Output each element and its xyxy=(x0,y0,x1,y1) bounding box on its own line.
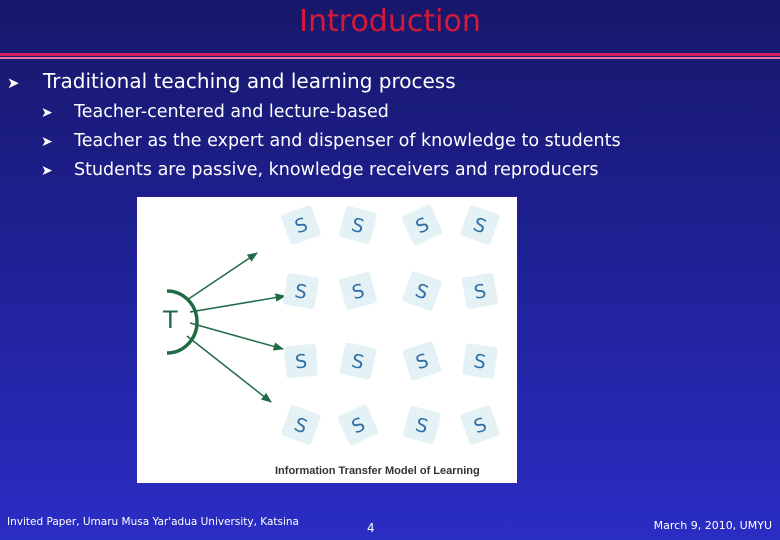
transfer-arrow xyxy=(190,323,283,349)
student-tile xyxy=(459,204,500,245)
footer-source: Invited Paper, Umaru Musa Yar'adua University, Katsina xyxy=(7,516,299,528)
arrow-bullet-icon: ➤ xyxy=(7,74,20,92)
figure-caption: Information Transfer Model of Learning xyxy=(275,465,480,477)
main-bullet xyxy=(7,67,767,95)
title-divider xyxy=(0,53,780,56)
sub-bullet-list xyxy=(41,98,761,185)
student-label: S xyxy=(291,413,311,439)
student-label: S xyxy=(349,279,367,305)
student-tile xyxy=(462,343,498,379)
student-tile xyxy=(338,205,377,244)
student-tile xyxy=(284,344,319,379)
sub-bullet xyxy=(41,156,761,185)
arrow-bullet-icon: ➤ xyxy=(41,134,53,150)
main-bullet-text: Traditional teaching and learning process xyxy=(43,69,456,93)
student-label: S xyxy=(412,279,432,305)
student-tile xyxy=(280,404,321,445)
sub-bullet-text: Teacher as the expert and dispenser of knowledge to students xyxy=(74,131,621,151)
student-label: S xyxy=(291,213,311,239)
student-label: S xyxy=(348,413,369,439)
student-tile xyxy=(461,272,498,309)
student-tile xyxy=(401,204,444,247)
transfer-arrow xyxy=(187,253,257,300)
sub-bullet-text: Teacher-centered and lecture-based xyxy=(74,102,389,122)
slide-title: Introduction xyxy=(299,4,481,39)
student-label: S xyxy=(472,350,488,374)
transfer-arrow xyxy=(187,336,271,402)
title-divider-accent xyxy=(0,57,780,59)
student-tile xyxy=(402,405,441,444)
student-tile xyxy=(280,204,321,245)
student-label: S xyxy=(470,213,490,239)
student-label: S xyxy=(294,350,309,374)
information-transfer-diagram xyxy=(137,197,517,483)
student-label: S xyxy=(413,413,431,439)
student-label: S xyxy=(412,213,433,239)
student-tile xyxy=(337,404,380,447)
student-label: S xyxy=(470,413,490,439)
student-tile xyxy=(402,341,442,381)
student-label: S xyxy=(292,280,309,304)
arrow-bullet-icon: ➤ xyxy=(41,163,53,179)
sub-bullet xyxy=(41,127,761,156)
page-number: 4 xyxy=(367,521,375,535)
student-tile xyxy=(338,271,377,310)
teacher-label: T xyxy=(163,306,178,334)
student-label: S xyxy=(349,213,367,239)
student-tile xyxy=(459,404,500,445)
student-label: S xyxy=(413,349,432,375)
footer-date: March 9, 2010, UMYU xyxy=(653,519,772,532)
sub-bullet-text: Students are passive, knowledge receivers and reproducers xyxy=(74,160,599,180)
sub-bullet xyxy=(41,98,761,127)
student-label: S xyxy=(472,280,489,304)
information-transfer-figure xyxy=(137,197,517,483)
student-tile xyxy=(339,342,377,380)
student-tile xyxy=(282,272,319,309)
student-label: S xyxy=(349,349,366,374)
transfer-arrow xyxy=(190,296,285,312)
arrow-bullet-icon: ➤ xyxy=(41,105,53,121)
student-tile xyxy=(401,270,442,311)
